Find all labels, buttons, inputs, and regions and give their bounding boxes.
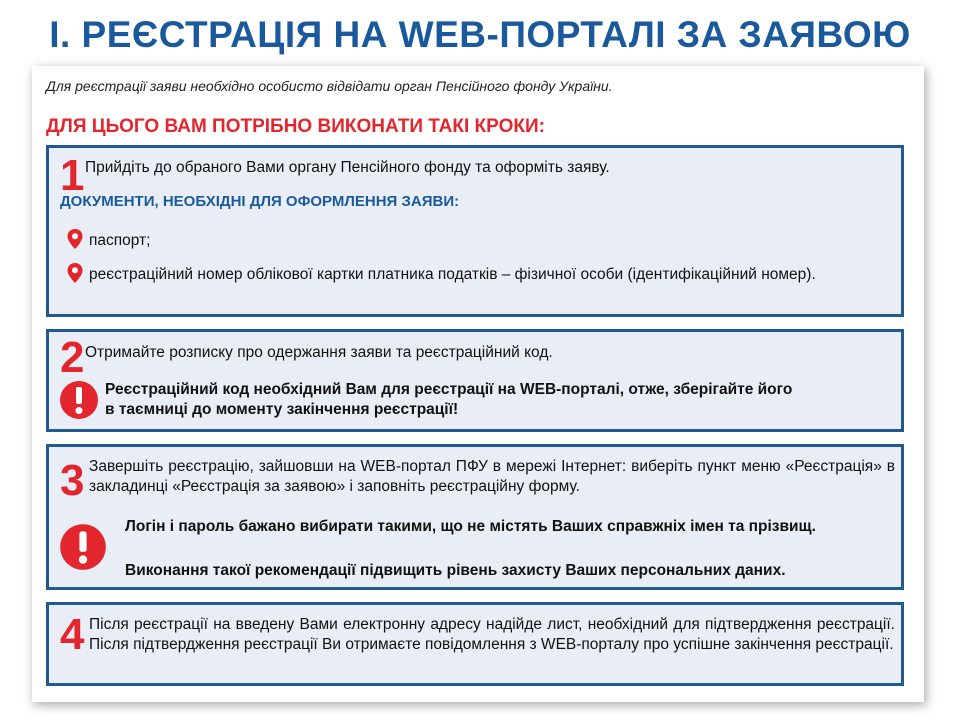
step-4-text: Після реєстрації на введену Вами електронну адресу надійде лист, необхідний для підтвердження реєстрації. Після підтвердження реєстрації Ви отримаєте повідомлення з WEB-порталу про успішне закінчення реєстрації. bbox=[89, 616, 895, 653]
exclamation-icon bbox=[59, 523, 107, 571]
steps-heading: ДЛЯ ЦЬОГО ВАМ ПОТРІБНО ВИКОНАТИ ТАКІ КРОКИ: bbox=[46, 116, 545, 137]
intro-text: Для реєстрації заяви необхідно особисто відвідати орган Пенсійного фонду України. bbox=[46, 78, 613, 94]
step-1-text: Прийдіть до обраного Вами органу Пенсійного фонду та оформіть заяву. bbox=[85, 159, 610, 176]
doc-item-1: паспорт; bbox=[89, 232, 151, 249]
step-3-box bbox=[46, 444, 904, 590]
step-4-number: 4 bbox=[60, 610, 85, 659]
docs-heading: ДОКУМЕНТИ, НЕОБХІДНІ ДЛЯ ОФОРМЛЕННЯ ЗАЯВИ: bbox=[60, 193, 460, 210]
doc-item-2: реєстраційний номер облікової картки платника податків – фізичної особи (ідентифікаційний номер). bbox=[89, 266, 816, 283]
step-2-text: Отримайте розписку про одержання заяви та реєстраційний код. bbox=[85, 344, 553, 361]
step-4-box bbox=[46, 602, 904, 686]
map-pin-icon bbox=[66, 228, 84, 250]
step-3-warning-line2: Виконання такої рекомендації підвищить рівень захисту Ваших персональних даних. bbox=[125, 562, 786, 579]
step-1-number: 1 bbox=[60, 151, 85, 200]
step-1-box bbox=[46, 145, 904, 317]
step-2-number: 2 bbox=[60, 333, 85, 382]
step-3-text: Завершіть реєстрацію, зайшовши на WEB-портал ПФУ в мережі Інтернет: виберіть пункт меню «Реєстрація» в закладинці «Реєстрація за заявою» і заповніть реєстраційну форму. bbox=[89, 458, 895, 495]
page-title: I. РЕЄСТРАЦІЯ НА WEB-ПОРТАЛІ ЗА ЗАЯВОЮ bbox=[49, 14, 911, 55]
step-3-number: 3 bbox=[60, 456, 85, 505]
step-2-box bbox=[46, 329, 904, 432]
exclamation-icon bbox=[59, 380, 99, 420]
map-pin-icon bbox=[66, 262, 84, 284]
info-card bbox=[32, 66, 924, 702]
step-3-warning-line1: Логін і пароль бажано вибирати такими, що не містять Ваших справжніх імен та прізвищ. bbox=[125, 518, 816, 535]
step-2-warning: Реєстраційний код необхідний Вам для реєстрації на WEB-порталі, отже, зберігайте його в таємниці до моменту закінчення реєстрації! bbox=[105, 381, 793, 418]
